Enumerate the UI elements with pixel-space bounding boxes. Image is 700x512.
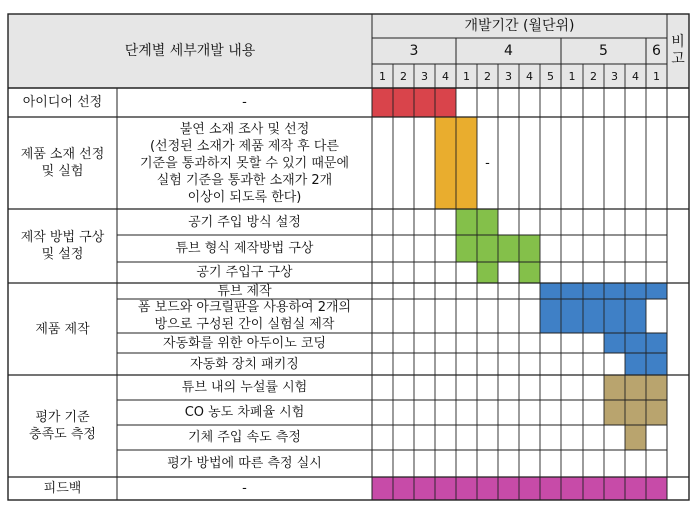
month-label: 3 bbox=[409, 42, 419, 59]
week-label: 1 bbox=[568, 69, 576, 83]
week-label: 4 bbox=[442, 69, 449, 83]
task-label: 자동화를 위한 아두이노 코딩 bbox=[162, 335, 327, 351]
month-label: 4 bbox=[504, 42, 513, 59]
task-label: CO 농도 차폐율 시험 bbox=[184, 405, 305, 420]
task-label: 튜브 제작 bbox=[217, 283, 272, 299]
task-label: 평가 방법에 따른 측정 실시 bbox=[167, 456, 322, 471]
week-label: 2 bbox=[590, 69, 597, 83]
task-label: 튜브 내의 누설률 시험 bbox=[181, 380, 308, 395]
stage-label: 평가 기준 충족도 측정 bbox=[29, 410, 96, 442]
task-label: 공기 주입 방식 설정 bbox=[188, 214, 301, 230]
task-label: - bbox=[242, 95, 247, 110]
stage-label: 피드백 bbox=[43, 481, 82, 496]
month-label: 5 bbox=[599, 42, 608, 59]
week-label: 1 bbox=[379, 69, 386, 83]
remark-text: - bbox=[485, 155, 490, 171]
header-period-title: 개발기간 (월단위) bbox=[464, 17, 575, 34]
month-label: 6 bbox=[652, 42, 661, 59]
week-label: 1 bbox=[463, 69, 470, 83]
task-label: 폼 보드와 아크릴판을 사용하여 2개의 방으로 구성된 간이 실험실 제작 bbox=[137, 300, 352, 332]
stage-label: 제품 소재 선정 및 실험 bbox=[20, 147, 105, 179]
task-label: - bbox=[242, 481, 247, 496]
stage-label: 제작 방법 구상 및 설정 bbox=[20, 230, 105, 262]
week-label: 5 bbox=[547, 69, 554, 83]
week-label: 3 bbox=[611, 69, 618, 83]
week-label: 4 bbox=[632, 69, 639, 83]
week-label: 4 bbox=[526, 69, 533, 83]
week-label: 2 bbox=[484, 69, 491, 83]
task-label: 기체 주입 속도 측정 bbox=[188, 430, 301, 445]
week-label: 1 bbox=[653, 69, 660, 83]
stage-label: 아이디어 선정 bbox=[22, 95, 103, 110]
week-label: 2 bbox=[400, 69, 407, 83]
stage-label: 제품 제작 bbox=[35, 321, 90, 337]
task-label: 공기 주입구 구상 bbox=[196, 265, 293, 280]
task-label: 자동화 장치 패키징 bbox=[190, 356, 299, 372]
task-label: 불연 소재 조사 및 선정 (선정된 소재가 제품 제작 후 다른 기준을 통과하지 못할 수 있기 때문에 실험 기준을 통과한 소재가 2개 이상이 되도록 한다) bbox=[139, 121, 350, 205]
header-note-title: 비 고 bbox=[671, 34, 685, 67]
task-label: 튜브 형식 제작방법 구상 bbox=[175, 241, 314, 256]
week-label: 3 bbox=[421, 69, 428, 83]
header-title: 단계별 세부개발 내용 bbox=[124, 42, 256, 59]
week-label: 3 bbox=[505, 69, 512, 83]
